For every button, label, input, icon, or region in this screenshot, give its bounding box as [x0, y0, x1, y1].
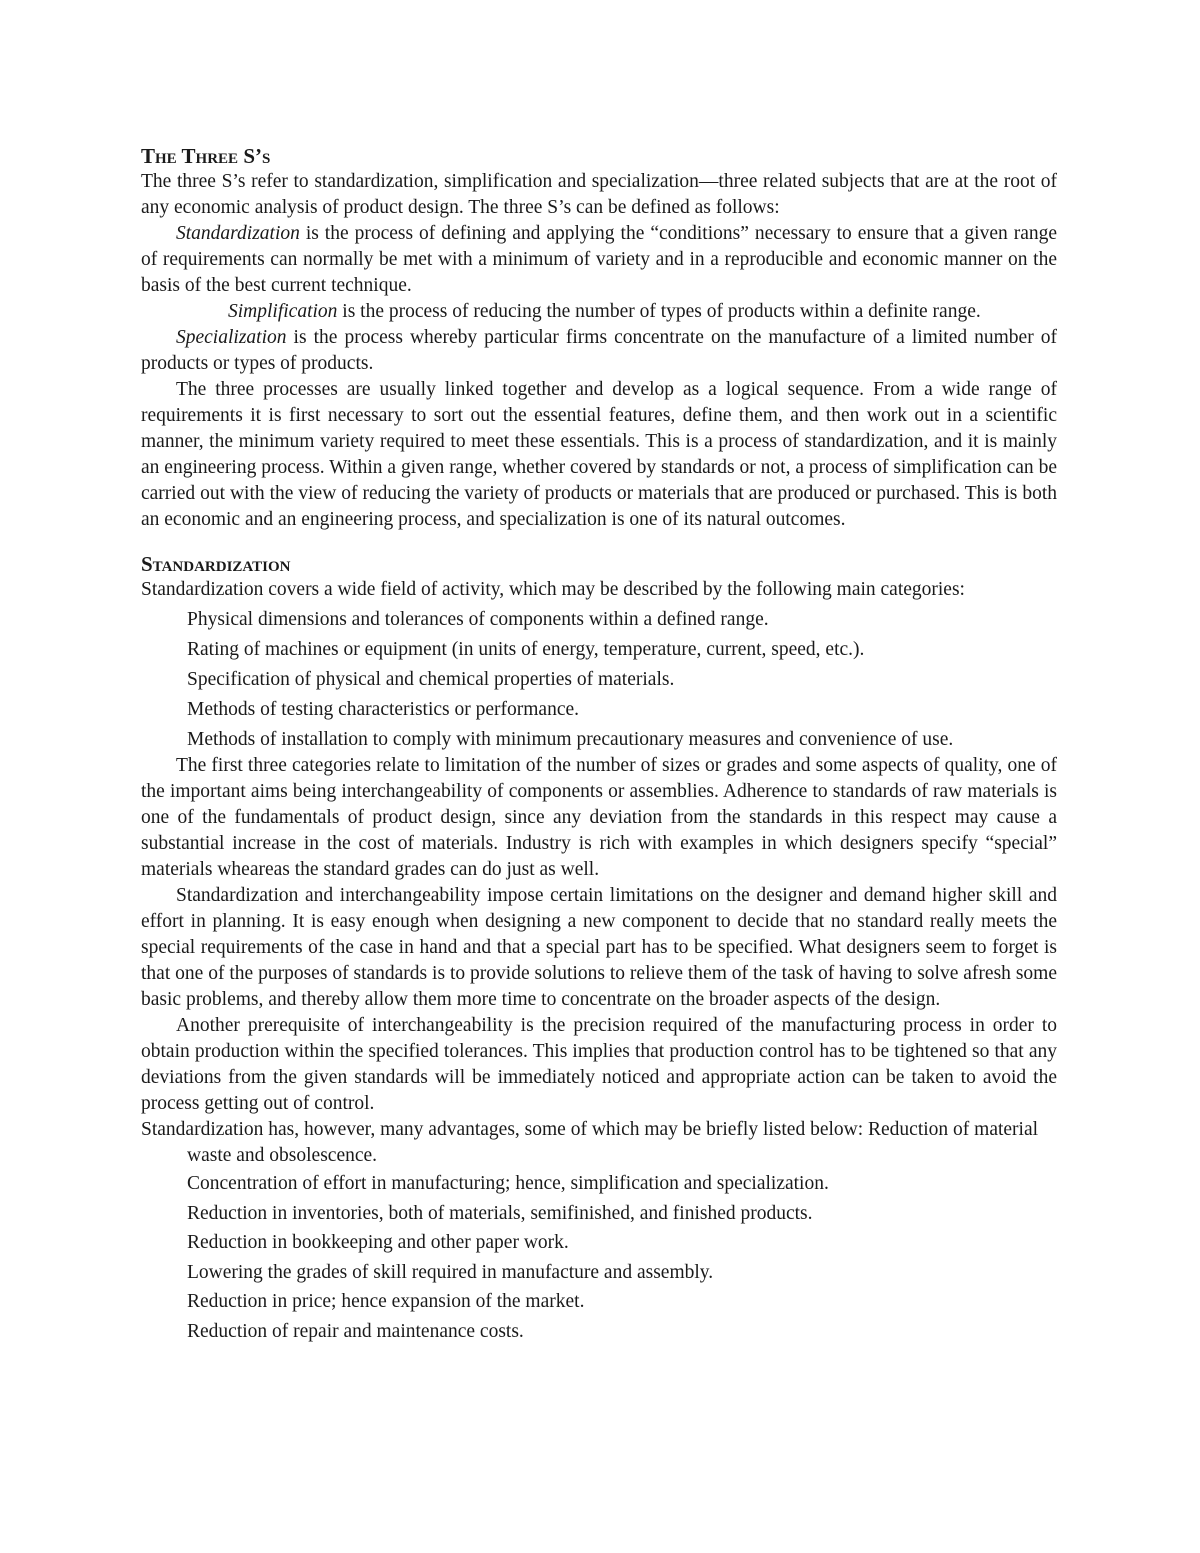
list-item: Reduction in bookkeeping and other paper work. — [187, 1232, 569, 1253]
list-item: Lowering the grades of skill required in manufacture and assembly. — [187, 1261, 714, 1283]
first-three-categories-paragraph: The first three categories relate to limitation of the number of sizes or grades and some aspects of quality, one of the important aims being interchangeability of components or assemblies. Adherence to standards of raw materials is one of the fundamentals of product design, since any deviation from the standards in this respect may cause a substantial increase in the cost of materials. Industry is rich with examples in which designers specify “special” materials wheareas the standard grades can do just as well. — [141, 755, 1057, 880]
advantages-list — [141, 1169, 1057, 1346]
three-processes-paragraph: The three processes are usually linked together and develop as a logical sequence. From a wide range of requirements it is first necessary to sort out the essential features, define them, and then work out in a scientific manner, the minimum variety required to meet these essentials. This is a process of standardization, and it is mainly an engineering process. Within a given range, whether covered by standards or not, a process of simplification can be carried out with the view of reducing the variety of products or materials that are produced or purchased. This is both an economic and an engineering process, and specialization is one of its natural outcomes. — [141, 379, 1057, 530]
document-page — [141, 143, 1057, 1346]
precision-paragraph: Another prerequisite of interchangeability is the precision required of the manufacturing process in order to obtain production within the specified tolerances. This implies that production control has to be tightened so that any deviations from the given standards will be immediately noticed and appropriate action can be taken to avoid the process getting out of control. — [141, 1015, 1057, 1114]
list-item: Specification of physical and chemical properties of materials. — [187, 669, 675, 690]
section-heading-three-s: The Three S’s — [141, 144, 271, 168]
advantages-intro: Standardization has, however, many advantages, some of which may be briefly listed below: Reduction of material waste and obsolescence. — [141, 1119, 1039, 1166]
list-item: Physical dimensions and tolerances of components within a defined range. — [187, 609, 769, 630]
list-item: Concentration of effort in manufacturing; hence, simplification and specialization. — [187, 1173, 829, 1194]
list-item: Reduction in inventories, both of materials, semifinished, and finished products. — [187, 1202, 813, 1224]
specialization-definition — [141, 325, 1057, 377]
list-item: Reduction in price; hence expansion of the market. — [187, 1291, 585, 1312]
specialization-term: Specialization — [176, 327, 287, 348]
standardization-definition — [141, 221, 1057, 299]
interchangeability-paragraph: Standardization and interchangeability impose certain limitations on the designer and demand higher skill and effort in planning. It is easy enough when designing a new component to decide that no standard really meets the special requirements of the case in hand and that a special part has to be specified. What designers seem to forget is that one of the purposes of standards is to provide solutions to relieve them of the task of having to solve afresh some basic problems, and thereby allow them more time to concentrate on the broader aspects of the design. — [141, 885, 1057, 1010]
standardization-intro: Standardization covers a wide field of activity, which may be described by the following main categories: — [141, 579, 965, 600]
list-item: Reduction of repair and maintenance costs. — [187, 1320, 524, 1342]
list-item: Methods of testing characteristics or performance. — [187, 699, 580, 720]
three-s-intro: The three S’s refer to standardization, simplification and specialization—three related subjects that are at the root of any economic analysis of product design. The three S’s can be defined as follows: — [141, 171, 1057, 218]
simplification-definition-text: is the process of reducing the number of types of products within a definite range. — [337, 301, 981, 322]
simplification-definition — [141, 299, 1057, 325]
section-heading-standardization: Standardization — [141, 552, 291, 576]
list-item: Rating of machines or equipment (in units of energy, temperature, current, speed, etc.). — [187, 639, 865, 660]
standardization-definition-text: is the process of defining and applying the “conditions” necessary to ensure that a given range of requirements can normally be met with a minimum of variety and in a reproducible and economic manner on the basis of the best current technique. — [141, 223, 1057, 296]
categories-list — [141, 606, 1057, 753]
simplification-term: Simplification — [228, 301, 338, 322]
standardization-term: Standardization — [176, 223, 300, 244]
specialization-definition-text: is the process whereby particular firms concentrate on the manufacture of a limited number of products or types of products. — [141, 327, 1057, 374]
list-item: Methods of installation to comply with minimum precautionary measures and convenience of use. — [187, 729, 954, 750]
